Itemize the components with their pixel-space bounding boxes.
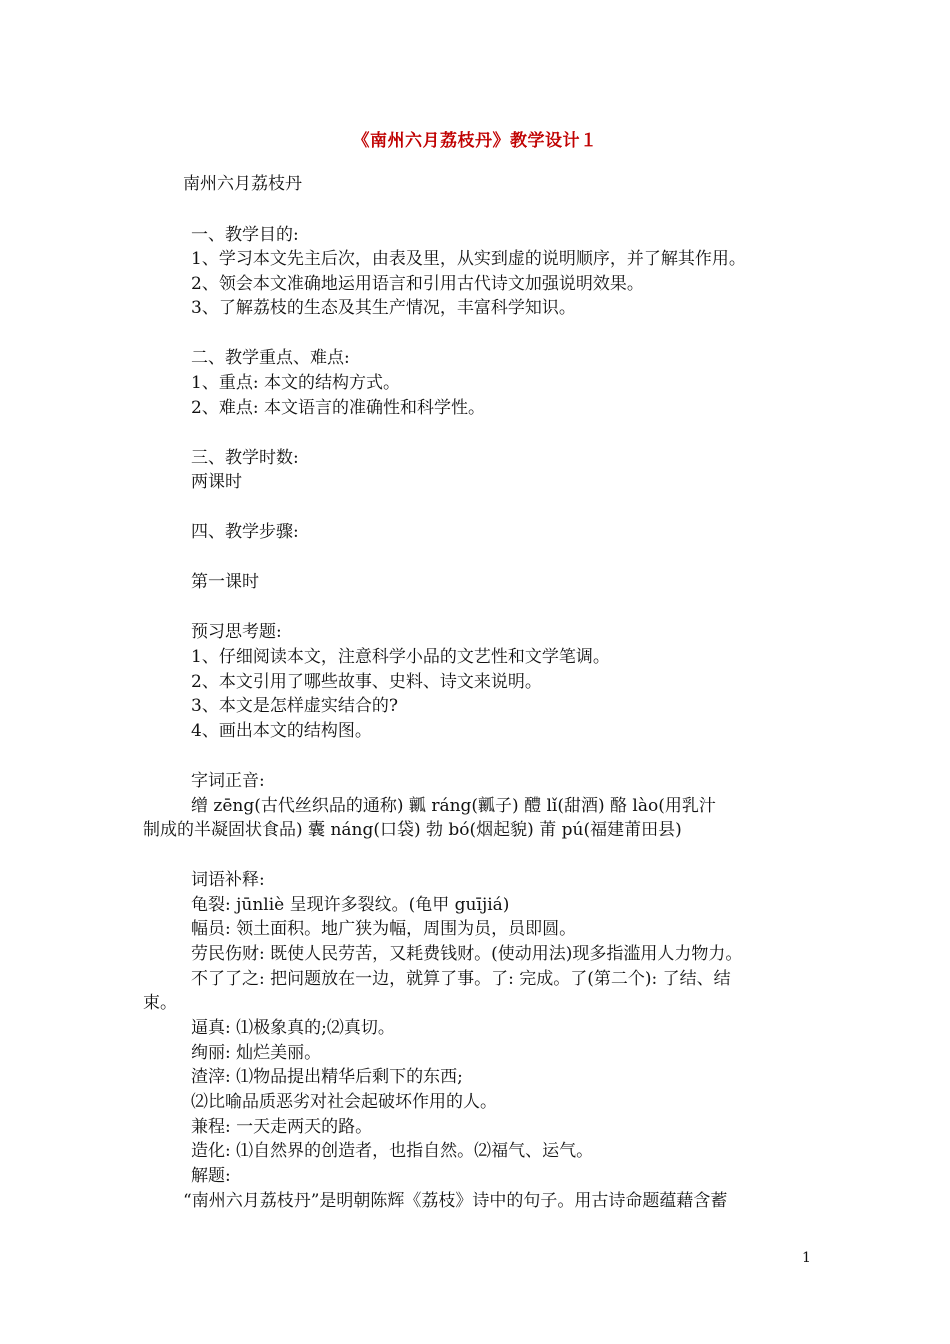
body-line: 束。 [143, 993, 177, 1013]
body-line: 一、教学目的: [191, 225, 299, 245]
body-line: 第一课时 [191, 572, 259, 592]
body-line: 二、教学重点、难点: [191, 348, 350, 368]
body-line: 2、本文引用了哪些故事、史料、诗文来说明。 [191, 672, 542, 692]
document-title: 《南州六月荔枝丹》教学设计１ [352, 131, 598, 151]
page-number: 1 [802, 1250, 811, 1266]
body-line: 预习思考题: [191, 622, 282, 642]
body-line: 字词正音: [191, 771, 265, 791]
body-line: 3、本文是怎样虚实结合的? [191, 696, 398, 716]
body-line: 四、教学步骤: [191, 522, 299, 542]
body-line: 渣滓: ⑴物品提出精华后剩下的东西; [191, 1067, 463, 1087]
body-line: 1、学习本文先主后次，由表及里，从实到虚的说明顺序，并了解其作用。 [191, 249, 746, 269]
body-line: 两课时 [191, 472, 242, 492]
body-line: 解题: [191, 1166, 231, 1186]
body-line: 1、仔细阅读本文，注意科学小品的文艺性和文学笔调。 [191, 647, 610, 667]
body-line: 1、重点: 本文的结构方式。 [191, 373, 400, 393]
body-line: 缯 zēng(古代丝织品的通称) 瓤 ráng(瓤子) 醴 lǐ(甜酒) 酪 lào(用乳汁 [191, 796, 716, 816]
body-line: 幅员: 领土面积。地广狭为幅，周围为员，员即圆。 [191, 919, 577, 939]
body-line: 三、教学时数: [191, 448, 299, 468]
body-line: “南州六月荔枝丹”是明朝陈辉《荔枝》诗中的句子。用古诗命题蕴藉含蓄 [183, 1191, 728, 1211]
body-line: 4、画出本文的结构图。 [191, 721, 372, 741]
body-line: 龟裂: jūnliè 呈现许多裂纹。(龟甲 guījiá) [191, 895, 510, 915]
body-line: 造化: ⑴自然界的创造者，也指自然。⑵福气、运气。 [191, 1141, 594, 1161]
body-line: 劳民伤财: 既使人民劳苦，又耗费钱财。(使动用法)现多指滥用人力物力。 [191, 944, 743, 964]
body-line: 不了了之: 把问题放在一边，就算了事。了: 完成。了(第二个): 了结、结 [191, 969, 731, 989]
body-line: 2、领会本文准确地运用语言和引用古代诗文加强说明效果。 [191, 274, 644, 294]
body-line: 逼真: ⑴极象真的;⑵真切。 [191, 1018, 395, 1038]
body-line: 制成的半凝固状食品) 囊 náng(口袋) 勃 bó(烟起貌) 莆 pú(福建莆田县) [143, 820, 682, 840]
body-line: 绚丽: 灿烂美丽。 [191, 1043, 322, 1063]
body-line: 2、难点: 本文语言的准确性和科学性。 [191, 398, 485, 418]
body-line: 兼程: 一天走两天的路。 [191, 1117, 373, 1137]
body-line: 词语补释: [191, 870, 265, 890]
body-line: 3、了解荔枝的生态及其生产情况，丰富科学知识。 [191, 298, 576, 318]
document-subtitle: 南州六月荔枝丹 [183, 174, 302, 194]
body-line: ⑵比喻品质恶劣对社会起破坏作用的人。 [191, 1092, 497, 1112]
